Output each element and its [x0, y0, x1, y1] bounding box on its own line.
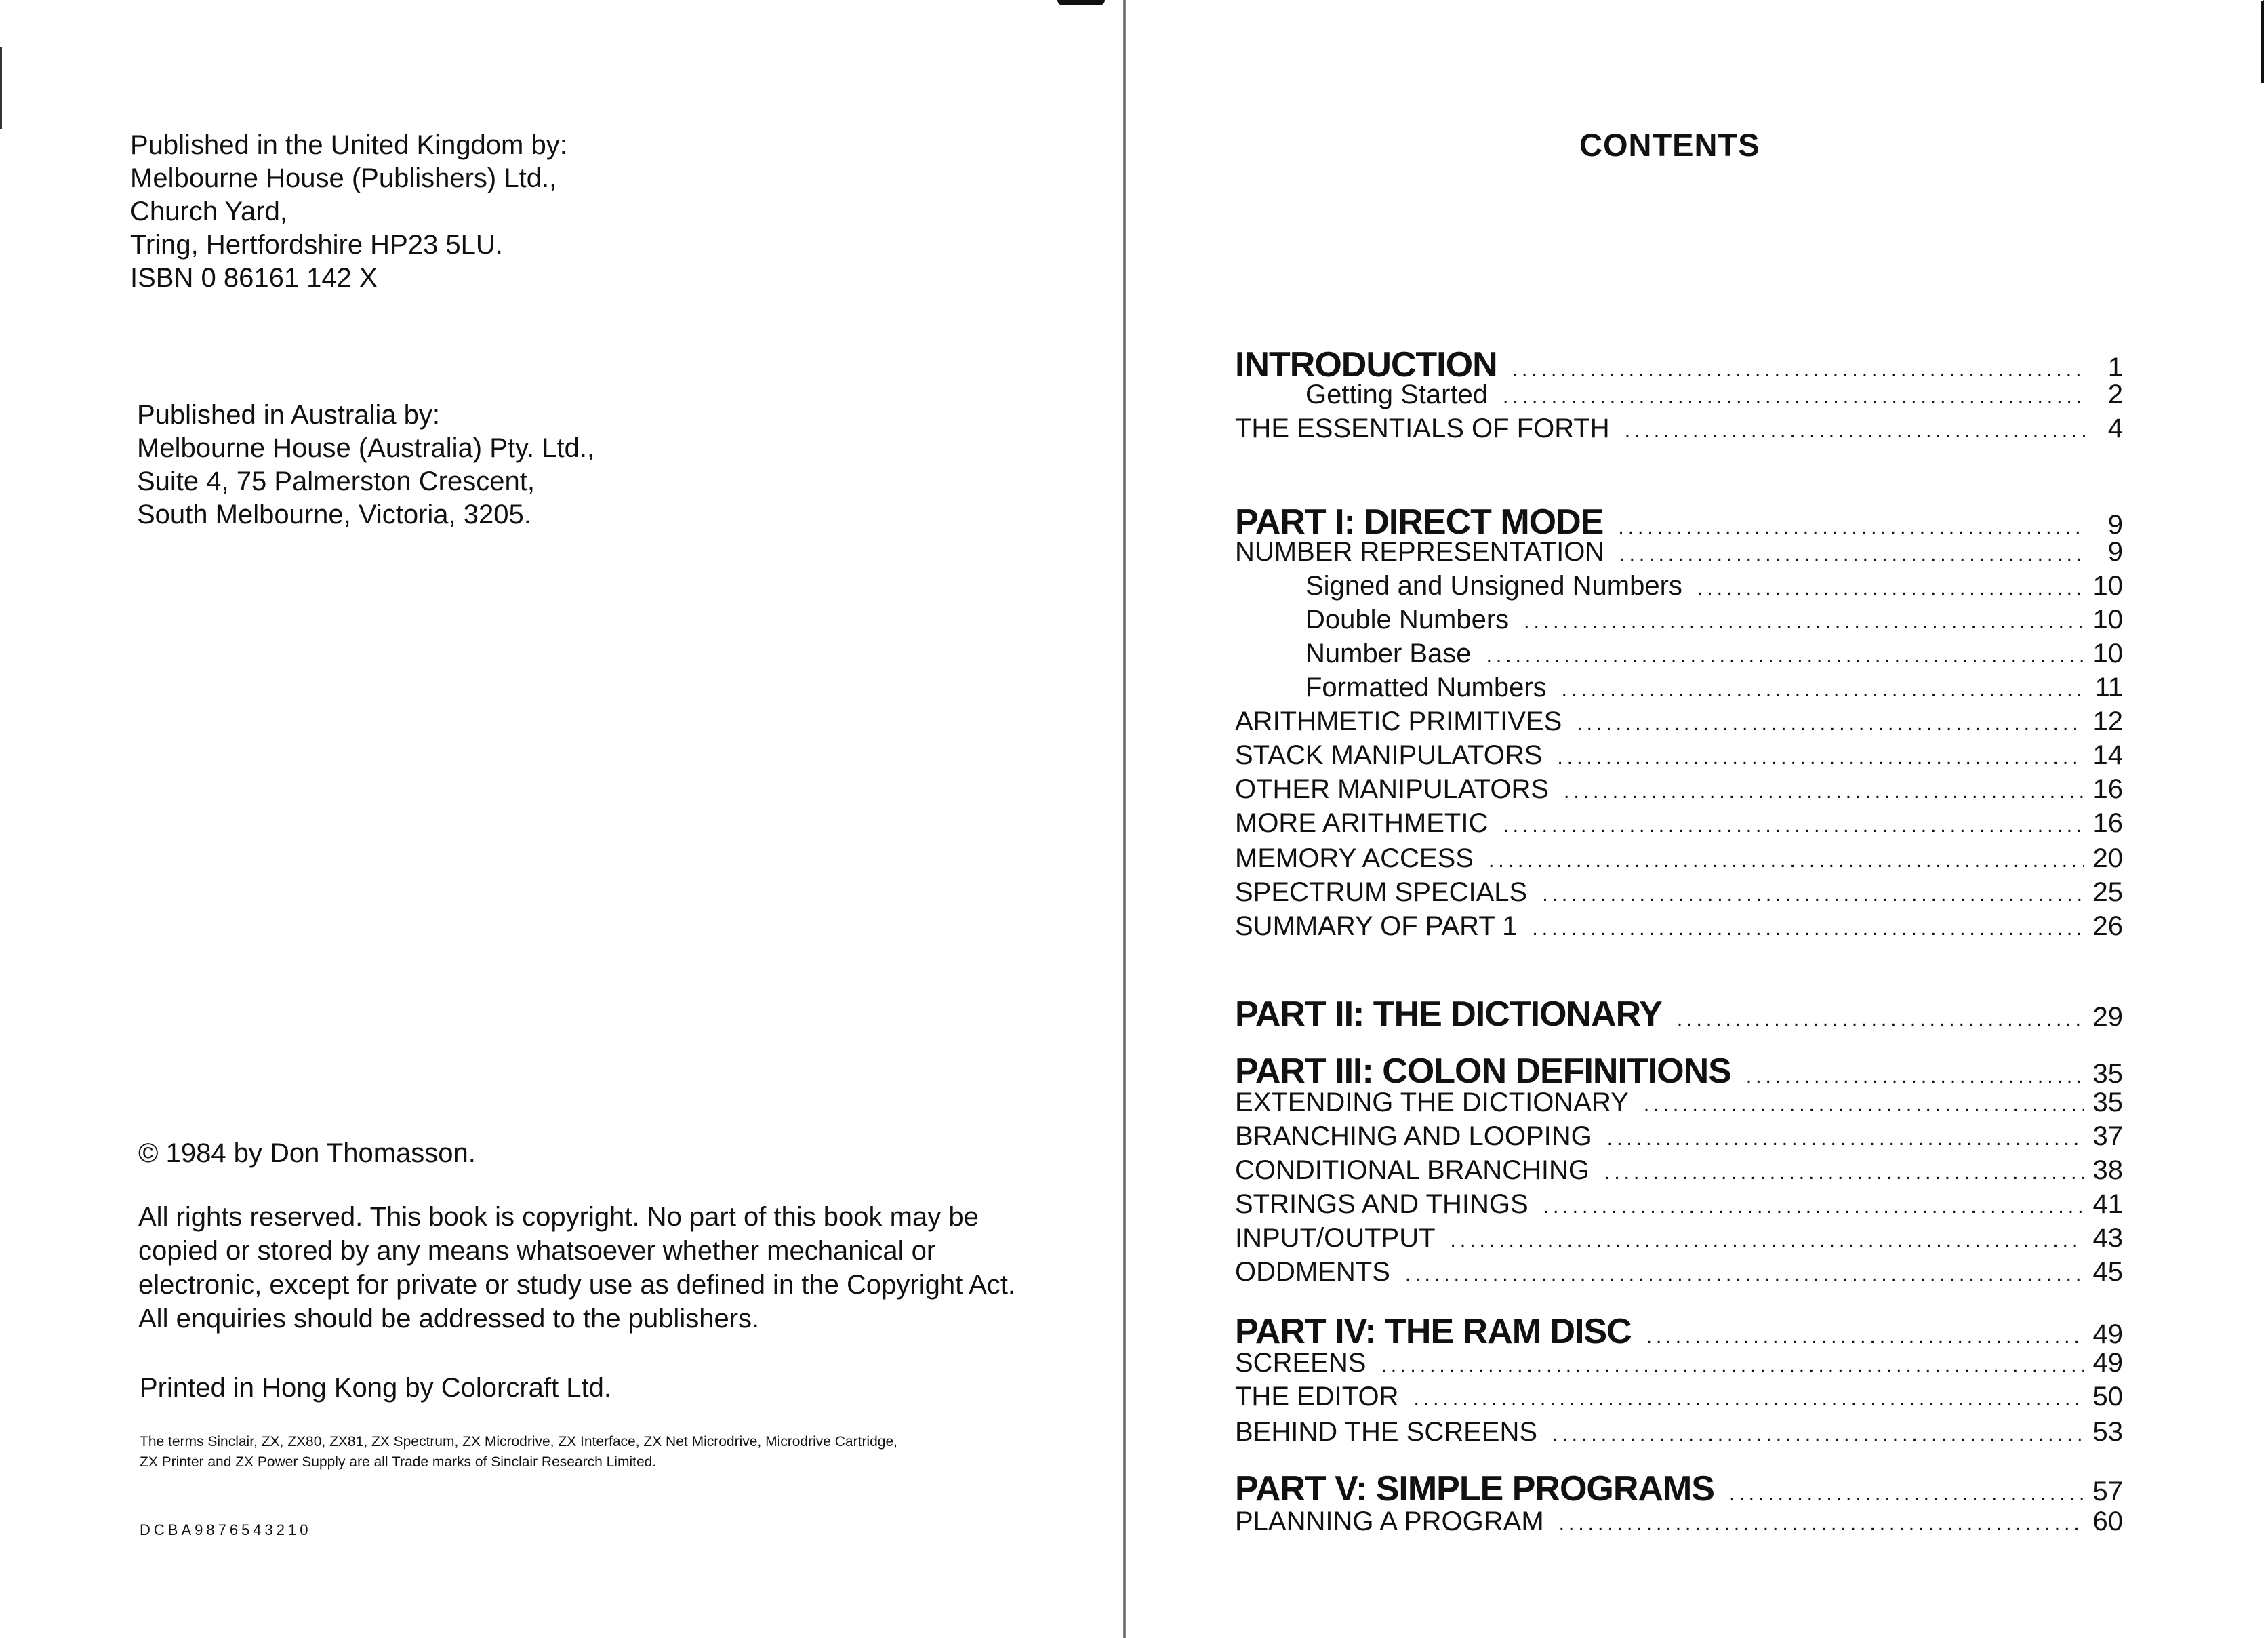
toc-dot-leader [1532, 917, 2083, 940]
toc-dot-leader [1524, 611, 2083, 634]
toc-entry-label: Number Base [1305, 639, 1472, 668]
toc-entry-page: 26 [2092, 911, 2123, 941]
toc-dot-leader [1489, 850, 2084, 873]
address-line: Church Yard, [130, 197, 287, 226]
toc-entry [1235, 877, 2123, 908]
toc-entry-page: 10 [2092, 605, 2123, 635]
rights-statement [138, 1200, 1019, 1336]
toc-entry-page: 60 [2092, 1506, 2123, 1536]
toc-entry-page: 1 [2107, 353, 2123, 382]
toc-dot-leader [1542, 883, 2083, 906]
toc-entry-label: ARITHMETIC PRIMITIVES [1235, 706, 1562, 736]
toc-entry [1235, 1223, 2123, 1254]
toc-dot-leader [1543, 1195, 2084, 1218]
toc-entry-label: THE ESSENTIALS OF FORTH [1235, 414, 1610, 443]
toc-entry-page: 38 [2092, 1155, 2123, 1185]
toc-dot-leader [1729, 1483, 2084, 1506]
toc-entry [1235, 1348, 2123, 1378]
toc-entry-label: Double Numbers [1305, 605, 1510, 635]
toc-dot-leader [1557, 746, 2083, 770]
toc-entry [1235, 673, 2123, 703]
isbn-line: ISBN 0 86161 142 X [130, 263, 378, 293]
toc-entry-page: 25 [2092, 877, 2123, 907]
address-line: Tring, Hertfordshire HP23 5LU. [130, 230, 503, 260]
toc-entry-label: BRANCHING AND LOOPING [1235, 1121, 1592, 1151]
toc-dot-leader [1503, 386, 2086, 409]
toc-entry [1235, 537, 2123, 567]
toc-entry-page: 41 [2092, 1189, 2123, 1219]
toc-entry-label: EXTENDING THE DICTIONARY [1235, 1087, 1629, 1117]
print-line: DCBA9876543210 [140, 1521, 312, 1538]
toc-entry [1235, 571, 2123, 601]
toc-entry [1235, 1051, 2123, 1092]
toc-entry-page: 12 [2092, 706, 2123, 736]
toc-entry-label: SUMMARY OF PART 1 [1235, 911, 1518, 941]
address-line: Suite 4, 75 Palmerston Crescent, [137, 466, 535, 496]
toc-entry-label: STACK MANIPULATORS [1235, 740, 1543, 770]
toc-dot-leader [1559, 1513, 2084, 1536]
toc-entry-label: INPUT/OUTPUT [1235, 1223, 1436, 1253]
toc-entry-label: SPECTRUM SPECIALS [1235, 877, 1528, 907]
toc-entry [1235, 1155, 2123, 1186]
toc-entry-page: 2 [2107, 380, 2123, 410]
toc-entry [1235, 843, 2123, 874]
toc-entry-label: MEMORY ACCESS [1235, 843, 1474, 873]
toc-dot-leader [1562, 679, 2086, 702]
toc-dot-leader [1381, 1354, 2083, 1377]
toc-dot-leader [1746, 1065, 2084, 1088]
address-line: Published in Australia by: [137, 400, 440, 430]
toc-entry-label: SCREENS [1235, 1348, 1366, 1378]
address-line: Melbourne House (Publishers) Ltd., [130, 163, 557, 193]
toc-entry-page: 16 [2092, 808, 2123, 838]
toc-dot-leader [1577, 713, 2083, 736]
toc-entry [1235, 1121, 2123, 1152]
toc-entry-label: BEHIND THE SCREENS [1235, 1417, 1538, 1447]
rights-line: All rights reserved. This book is copyright. No part of this book may be [138, 1202, 979, 1232]
toc-entry-page: 57 [2092, 1477, 2123, 1506]
toc-entry [1235, 414, 2123, 444]
toc-dot-leader [1646, 1325, 2084, 1349]
toc-entry-label: MORE ARITHMETIC [1235, 808, 1489, 838]
toc-entry-page: 20 [2092, 843, 2123, 873]
toc-entry-page: 37 [2092, 1121, 2123, 1151]
address-line: Published in the United Kingdom by: [130, 130, 567, 160]
rights-line: All enquiries should be addressed to the publishers. [138, 1304, 760, 1334]
toc-dot-leader [1486, 645, 2084, 668]
toc-entry [1235, 1257, 2123, 1287]
toc-entry-page: 35 [2092, 1087, 2123, 1117]
toc-entry-page: 45 [2092, 1257, 2123, 1287]
toc-entry [1235, 605, 2123, 635]
toc-entry-page: 10 [2092, 571, 2123, 601]
toc-entry [1235, 808, 2123, 839]
toc-dot-leader [1618, 516, 2086, 539]
toc-dot-leader [1564, 780, 2083, 803]
toc-entry [1235, 1417, 2123, 1447]
toc-entry-page: 11 [2094, 673, 2123, 702]
contents-title: CONTENTS [1579, 127, 1760, 163]
toc-dot-leader [1512, 359, 2086, 382]
toc-dot-leader [1552, 1423, 2083, 1446]
imprint-page [0, 0, 1125, 1638]
toc-entry-label: INTRODUCTION [1235, 345, 1497, 384]
toc-entry-page: 9 [2107, 510, 2123, 540]
toc-entry [1235, 911, 2123, 942]
toc-dot-leader [1644, 1094, 2084, 1117]
toc-entry [1235, 1189, 2123, 1220]
toc-entry-label: PART I: DIRECT MODE [1235, 502, 1604, 542]
toc-dot-leader [1607, 1127, 2084, 1151]
toc-entry-label: THE EDITOR [1235, 1382, 1399, 1412]
toc-entry-label: Formatted Numbers [1305, 673, 1547, 702]
toc-entry-page: 29 [2092, 1002, 2123, 1032]
toc-entry-label: ODDMENTS [1235, 1257, 1390, 1287]
toc-entry [1235, 706, 2123, 737]
toc-entry-page: 49 [2092, 1348, 2123, 1378]
toc-entry [1235, 380, 2123, 410]
toc-entry [1235, 1382, 2123, 1412]
address-line: South Melbourne, Victoria, 3205. [137, 500, 531, 530]
toc-dot-leader [1405, 1263, 2084, 1286]
toc-entry [1235, 639, 2123, 669]
toc-dot-leader [1625, 420, 2086, 443]
toc-entry-page: 4 [2107, 414, 2123, 443]
toc-entry [1235, 1469, 2123, 1509]
toc-entry [1235, 344, 2123, 385]
toc-dot-leader [1604, 1161, 2083, 1184]
toc-entry-page: 53 [2092, 1417, 2123, 1447]
toc-entry-label: PLANNING A PROGRAM [1235, 1506, 1544, 1536]
toc-entry-label: STRINGS AND THINGS [1235, 1189, 1528, 1219]
toc-entry-label: PART IV: THE RAM DISC [1235, 1312, 1632, 1351]
rights-line: copied or stored by any means whatsoever whether mechanical or [138, 1236, 936, 1266]
toc-entry-label: CONDITIONAL BRANCHING [1235, 1155, 1590, 1185]
toc-dot-leader [1677, 1008, 2084, 1031]
toc-entry-page: 9 [2107, 537, 2123, 567]
trademark-line: The terms Sinclair, ZX, ZX80, ZX81, ZX Spectrum, ZX Microdrive, ZX Interface, ZX Net Microdrive, Microdrive Cartridge, [140, 1434, 897, 1450]
toc-entry-label: PART II: THE DICTIONARY [1235, 995, 1662, 1034]
toc-entry-page: 49 [2092, 1319, 2123, 1349]
toc-entry-page: 14 [2092, 740, 2123, 770]
rights-line: electronic, except for private or study use as defined in the Copyright Act. [138, 1270, 1016, 1300]
toc-entry-label: NUMBER REPRESENTATION [1235, 537, 1605, 567]
toc-dot-leader [1503, 814, 2083, 837]
toc-dot-leader [1414, 1388, 2084, 1411]
toc-entry-page: 50 [2092, 1382, 2123, 1412]
toc-entry [1235, 1506, 2123, 1537]
printer-credit: Printed in Hong Kong by Colorcraft Ltd. [140, 1373, 611, 1403]
toc-dot-leader [1697, 577, 2084, 600]
toc-entry [1235, 994, 2123, 1035]
toc-entry-label: PART V: SIMPLE PROGRAMS [1235, 1469, 1714, 1509]
trademark-line: ZX Printer and ZX Power Supply are all Trade marks of Sinclair Research Limited. [140, 1454, 657, 1470]
toc-entry-page: 16 [2092, 774, 2123, 804]
australia-publisher-address [137, 399, 594, 532]
address-line: Melbourne House (Australia) Pty. Ltd., [137, 433, 595, 463]
toc-entry-label: Getting Started [1305, 380, 1489, 410]
toc-dot-leader [1451, 1229, 2084, 1252]
toc-entry [1235, 1311, 2123, 1352]
toc-entry [1235, 740, 2123, 771]
toc-entry-page: 35 [2092, 1059, 2123, 1089]
trademark-notice [140, 1432, 1048, 1473]
copyright-notice: © 1984 by Don Thomasson. [138, 1138, 476, 1168]
toc-entry-label: PART III: COLON DEFINITIONS [1235, 1052, 1731, 1091]
toc-entry [1235, 502, 2123, 542]
toc-entry-label: OTHER MANIPULATORS [1235, 774, 1550, 804]
uk-publisher-address [130, 129, 567, 295]
toc-entry-page: 10 [2092, 639, 2123, 668]
toc-dot-leader [1619, 543, 2086, 566]
toc-entry-page: 43 [2092, 1223, 2123, 1253]
toc-entry [1235, 1087, 2123, 1118]
toc-entry-label: Signed and Unsigned Numbers [1305, 571, 1682, 601]
toc-entry [1235, 774, 2123, 805]
